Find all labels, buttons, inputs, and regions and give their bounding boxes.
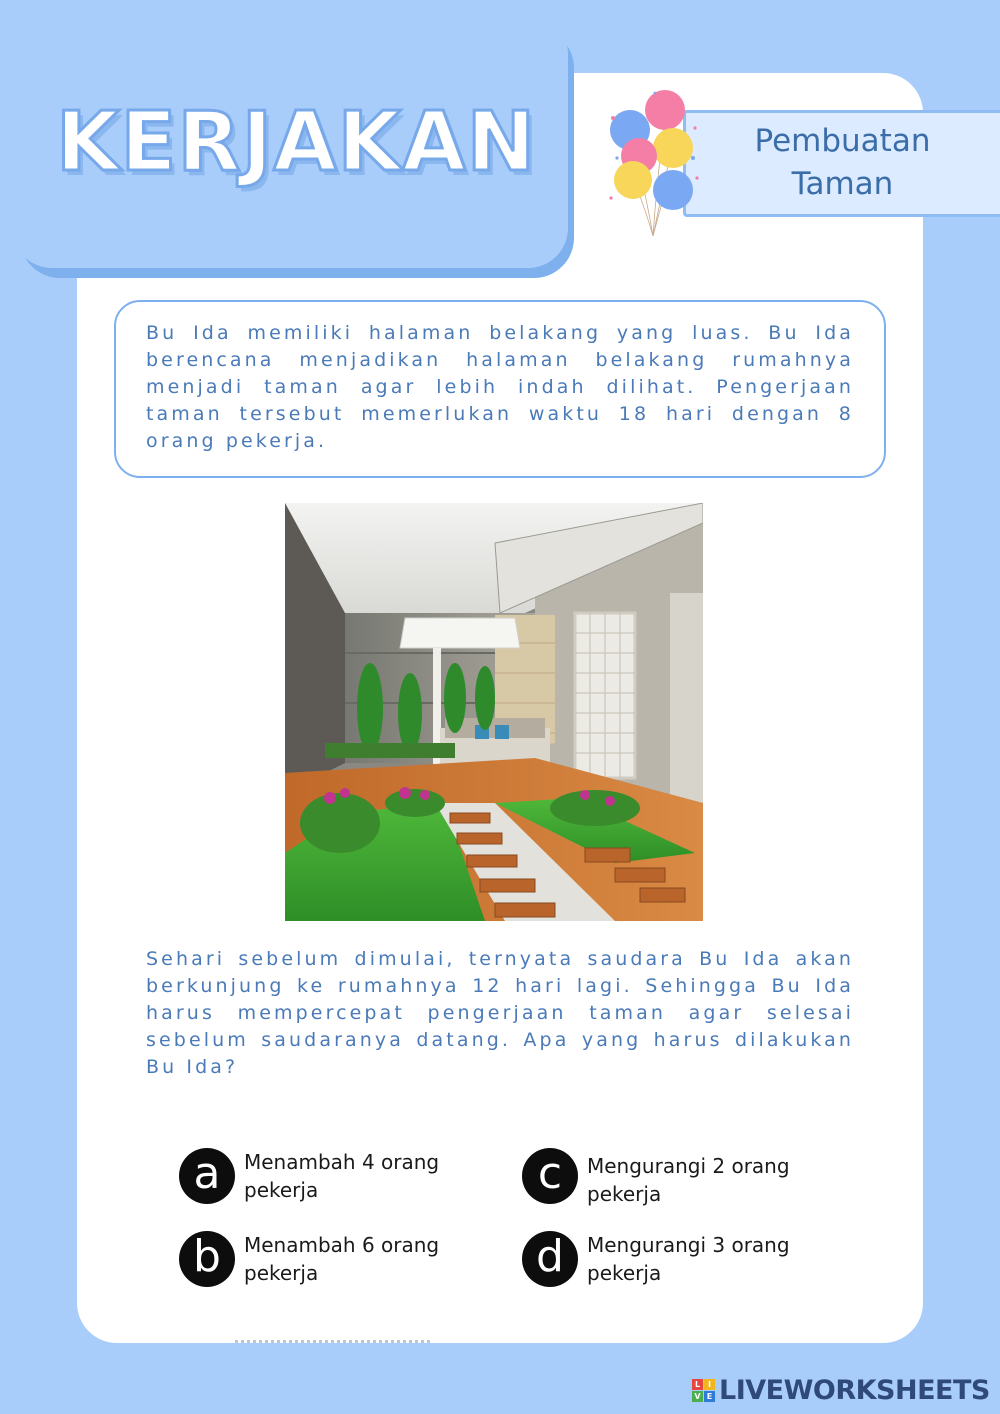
- page-title: KERJAKAN: [56, 95, 537, 190]
- dotted-divider: [235, 1340, 430, 1344]
- option-c-label[interactable]: Mengurangi 2 orang pekerja: [587, 1154, 790, 1206]
- garden-photo: [285, 503, 703, 921]
- liveworksheets-logo-icon: L I V E: [692, 1379, 715, 1402]
- option-b[interactable]: [179, 1231, 474, 1287]
- balloons-icon: [605, 88, 705, 238]
- option-a-label[interactable]: Menambah 4 orang pekerja: [244, 1150, 440, 1202]
- option-c-badge[interactable]: c: [522, 1148, 578, 1204]
- brand-footer: [692, 1374, 990, 1406]
- option-d-badge[interactable]: d: [522, 1231, 578, 1287]
- option-b-badge[interactable]: b: [179, 1231, 235, 1287]
- option-c[interactable]: [522, 1148, 817, 1208]
- option-d-label[interactable]: Mengurangi 3 orang pekerja: [587, 1233, 790, 1285]
- story-text: Bu Ida memiliki halaman belakang yang luas. Bu Ida berencana menjadikan halaman belakang rumahnya menjadi taman agar lebih indah dilihat. Pengerjaan taman tersebut memerlukan waktu 18 hari dengan 8 orang pekerja.: [146, 322, 854, 452]
- question-text: Sehari sebelum dimulai, ternyata saudara Bu Ida akan berkunjung ke rumahnya 12 hari lagi. Sehingga Bu Ida harus mempercepat pengerjaan taman agar selesai sebelum saudaranya datang. Apa yang harus dilakukan Bu Ida?: [146, 948, 854, 1078]
- topic-label: Pembuatan Taman: [754, 123, 931, 202]
- option-b-label[interactable]: Menambah 6 orang pekerja: [244, 1233, 440, 1285]
- option-d[interactable]: [522, 1231, 817, 1287]
- brand-text: LIVEWORKSHEETS: [719, 1374, 990, 1406]
- option-a[interactable]: [179, 1148, 474, 1204]
- option-a-badge[interactable]: a: [179, 1148, 235, 1204]
